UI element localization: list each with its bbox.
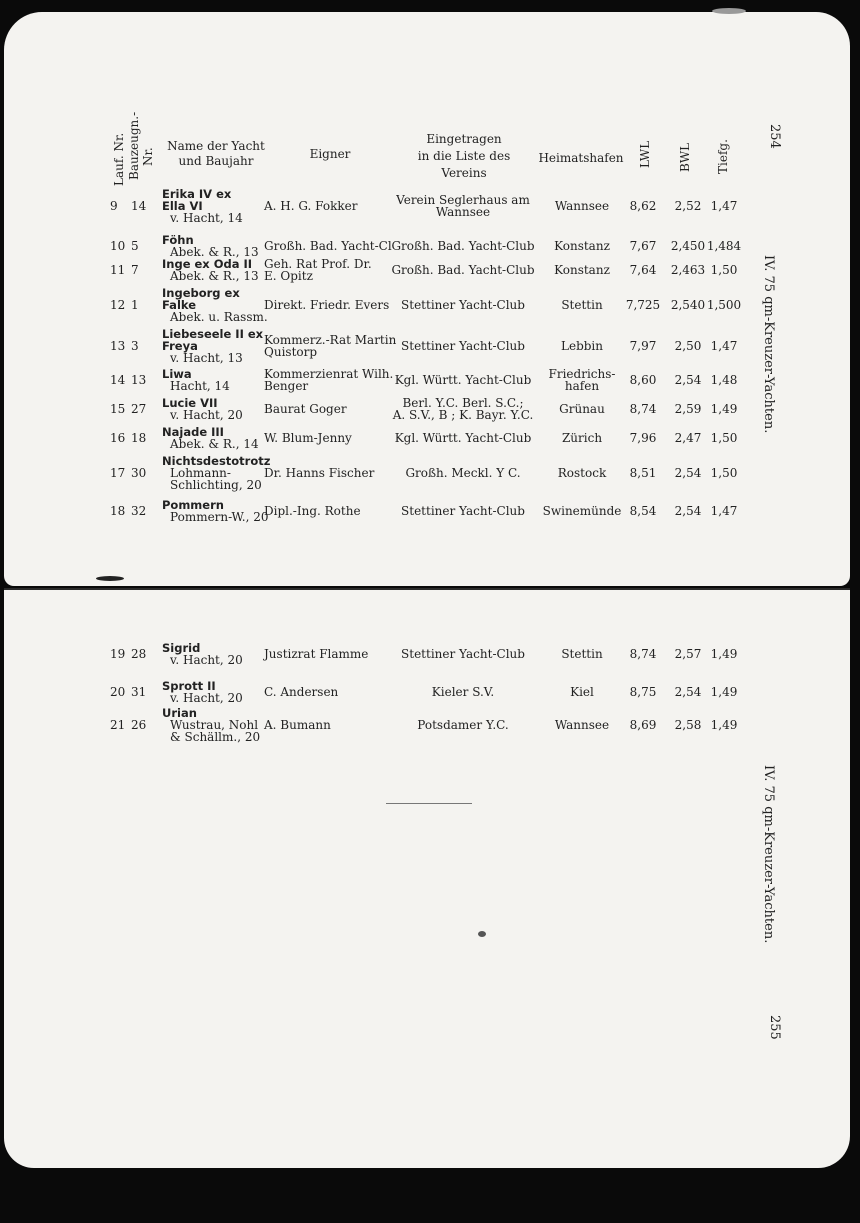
row-bauzeugn: 27 — [131, 402, 147, 416]
yacht-name: Erika IV ex — [162, 187, 232, 201]
row-nr: 20 — [110, 685, 126, 699]
row-bwl: 2,54 — [674, 466, 702, 480]
row-bwl: 2,54 — [674, 373, 702, 387]
row-heimatshafen: Stettin — [561, 647, 603, 661]
page-255 — [4, 588, 850, 1168]
row-heimatshafen: Kiel — [570, 685, 594, 699]
row-eigner: C. Andersen — [264, 685, 339, 699]
yacht-builder: Abek. u. Rassm. — [170, 310, 268, 324]
yacht-name: Nichtsdestotrotz — [162, 454, 271, 468]
row-bwl: 2,54 — [674, 504, 702, 518]
row-nr: 15 — [110, 402, 126, 416]
end-rule — [386, 803, 472, 804]
row-tiefg: 1,49 — [710, 402, 738, 416]
row-verein: Stettiner Yacht-Club — [401, 298, 525, 312]
ink-speck — [478, 931, 486, 937]
row-lwl: 8,62 — [629, 199, 657, 213]
yacht-name: Ingeborg ex — [162, 286, 240, 300]
yacht-builder: v. Hacht, 20 — [170, 691, 243, 705]
yacht-builder: Schlichting, 20 — [170, 478, 262, 492]
row-bwl: 2,54 — [674, 685, 702, 699]
row-bwl: 2,47 — [674, 431, 702, 445]
row-eigner: Justizrat Flamme — [264, 647, 369, 661]
row-eigner: Dr. Hanns Fischer — [264, 466, 375, 480]
row-lwl: 8,60 — [629, 373, 657, 387]
row-verein: A. S.V., B ; K. Bayr. Y.C. — [392, 408, 534, 422]
row-eigner: Großh. Bad. Yacht-Cl — [264, 239, 392, 253]
yacht-builder: v. Hacht, 13 — [170, 351, 243, 365]
row-tiefg: 1,49 — [710, 647, 738, 661]
yacht-name: Sprott II — [162, 679, 216, 693]
row-verein: Kgl. Württ. Yacht-Club — [394, 431, 532, 445]
row-lwl: 8,51 — [629, 466, 657, 480]
row-tiefg: 1,47 — [710, 199, 738, 213]
row-bwl: 2,50 — [674, 339, 702, 353]
row-bauzeugn: 18 — [131, 431, 147, 445]
row-verein: Großh. Meckl. Y C. — [405, 466, 521, 480]
row-lwl: 8,74 — [629, 402, 657, 416]
row-heimatshafen: Zürich — [561, 431, 603, 445]
page-number-255: 255 — [767, 1015, 782, 1040]
header-name: Name der Yacht — [167, 139, 265, 153]
row-bauzeugn: 14 — [131, 199, 147, 213]
row-heimatshafen: Grünau — [559, 402, 605, 416]
header-bauzeugn-nr: Nr. — [141, 147, 155, 166]
row-nr: 19 — [110, 647, 126, 661]
yacht-name: Föhn — [162, 233, 194, 247]
running-head-top: IV. 75 qm-Kreuzer-Yachten. — [761, 255, 776, 434]
row-tiefg: 1,48 — [710, 373, 738, 387]
yacht-builder: Abek. & R., 13 — [170, 269, 259, 283]
row-verein: Potsdamer Y.C. — [417, 718, 509, 732]
row-heimatshafen: Lebbin — [561, 339, 603, 353]
row-eigner: A. H. G. Fokker — [264, 199, 358, 213]
header-lauf-nr: Lauf. Nr. — [112, 132, 126, 186]
row-eigner: Kommerzienrat Wilh. — [264, 367, 394, 381]
yacht-name: Freya — [162, 339, 198, 353]
row-bwl: 2,540 — [670, 298, 706, 312]
row-lwl: 8,54 — [629, 504, 657, 518]
binding-mark — [712, 8, 746, 14]
header-bwl: BWL — [678, 142, 692, 172]
binding-mark — [96, 576, 124, 581]
row-eigner: Dipl.-Ing. Rothe — [264, 504, 361, 518]
header-verein-2: in die Liste des — [417, 149, 511, 163]
row-verein: Stettiner Yacht-Club — [401, 504, 525, 518]
yacht-builder: v. Hacht, 14 — [170, 211, 243, 225]
row-lwl: 7,725 — [625, 298, 661, 312]
yacht-name: Pommern — [162, 498, 224, 512]
header-tiefg: Tiefg. — [716, 139, 730, 174]
row-verein: Verein Seglerhaus am — [396, 193, 530, 207]
row-eigner: Benger — [264, 379, 309, 393]
yacht-name: Najade III — [162, 425, 224, 439]
row-bwl: 2,52 — [674, 199, 702, 213]
row-heimatshafen: hafen — [564, 379, 600, 393]
yacht-name: Sigrid — [162, 641, 201, 655]
row-nr: 17 — [110, 466, 126, 480]
header-bauzeugn: Bauzeugn.- — [127, 111, 141, 180]
yacht-builder: v. Hacht, 20 — [170, 653, 243, 667]
header-heimatshafen: Heimatshafen — [538, 151, 624, 165]
row-heimatshafen: Wannsee — [554, 718, 610, 732]
row-eigner: Quistorp — [264, 345, 318, 359]
row-verein: Stettiner Yacht-Club — [401, 647, 525, 661]
row-nr: 14 — [110, 373, 126, 387]
row-tiefg: 1,484 — [706, 239, 742, 253]
row-eigner: Baurat Goger — [264, 402, 347, 416]
row-lwl: 7,97 — [629, 339, 657, 353]
yacht-builder: Hacht, 14 — [170, 379, 230, 393]
yacht-name: Liebeseele II ex — [162, 327, 264, 341]
running-head-bottom: IV. 75 qm-Kreuzer-Yachten. — [761, 765, 776, 944]
row-eigner: W. Blum-Jenny — [264, 431, 352, 445]
yacht-builder: Wustrau, Nohl — [170, 718, 259, 732]
row-eigner: E. Opitz — [264, 269, 313, 283]
row-bauzeugn: 3 — [131, 339, 139, 353]
row-bwl: 2,59 — [674, 402, 702, 416]
row-tiefg: 1,500 — [706, 298, 742, 312]
row-lwl: 8,69 — [629, 718, 657, 732]
row-verein: Berl. Y.C. Berl. S.C.; — [402, 396, 524, 410]
yacht-name: Lucie VII — [162, 396, 218, 410]
row-tiefg: 1,49 — [710, 718, 738, 732]
yacht-name: Inge ex Oda II — [162, 257, 253, 271]
row-nr: 16 — [110, 431, 126, 445]
row-heimatshafen: Rostock — [557, 466, 607, 480]
header-eigner: Eigner — [309, 147, 351, 161]
row-bauzeugn: 28 — [131, 647, 147, 661]
page-number-254: 254 — [767, 124, 782, 149]
yacht-builder: Pommern-W., 20 — [170, 510, 269, 524]
row-tiefg: 1,50 — [710, 431, 738, 445]
row-heimatshafen: Wannsee — [554, 199, 610, 213]
row-lwl: 7,64 — [629, 263, 657, 277]
row-lwl: 7,96 — [629, 431, 657, 445]
row-verein: Wannsee — [435, 205, 491, 219]
row-heimatshafen: Konstanz — [554, 263, 610, 277]
row-heimatshafen: Swinemünde — [542, 504, 622, 518]
row-bauzeugn: 32 — [131, 504, 147, 518]
row-eigner: Direkt. Friedr. Evers — [264, 298, 390, 312]
row-tiefg: 1,47 — [710, 339, 738, 353]
header-baujahr: und Baujahr — [178, 154, 254, 168]
row-nr: 13 — [110, 339, 126, 353]
header-verein-1: Eingetragen — [426, 132, 502, 146]
header-verein-3: Vereins — [441, 166, 487, 180]
row-nr: 9 — [110, 199, 118, 213]
row-bwl: 2,58 — [674, 718, 702, 732]
row-bauzeugn: 30 — [131, 466, 147, 480]
row-eigner: A. Bumann — [264, 718, 331, 732]
row-lwl: 7,67 — [629, 239, 657, 253]
row-bwl: 2,450 — [670, 239, 706, 253]
yacht-name: Liwa — [162, 367, 192, 381]
row-nr: 21 — [110, 718, 126, 732]
row-eigner: Kommerz.-Rat Martin — [264, 333, 397, 347]
row-bwl: 2,57 — [674, 647, 702, 661]
row-lwl: 8,75 — [629, 685, 657, 699]
yacht-builder: v. Hacht, 20 — [170, 408, 243, 422]
row-nr: 18 — [110, 504, 126, 518]
yacht-name: Ella VI — [162, 199, 203, 213]
row-verein: Großh. Bad. Yacht-Club — [391, 263, 535, 277]
row-verein: Stettiner Yacht-Club — [401, 339, 525, 353]
row-bauzeugn: 7 — [131, 263, 139, 277]
row-bauzeugn: 1 — [131, 298, 139, 312]
yacht-builder: Abek. & R., 14 — [170, 437, 259, 451]
yacht-builder: Lohmann- — [170, 466, 231, 480]
row-tiefg: 1,50 — [710, 263, 738, 277]
yacht-builder: Abek. & R., 13 — [170, 245, 259, 259]
row-tiefg: 1,49 — [710, 685, 738, 699]
row-bauzeugn: 31 — [131, 685, 147, 699]
row-tiefg: 1,50 — [710, 466, 738, 480]
row-heimatshafen: Konstanz — [554, 239, 610, 253]
row-nr: 10 — [110, 239, 126, 253]
row-bauzeugn: 5 — [131, 239, 139, 253]
row-verein: Kgl. Württ. Yacht-Club — [394, 373, 532, 387]
row-verein: Großh. Bad. Yacht-Club — [391, 239, 535, 253]
row-eigner: Geh. Rat Prof. Dr. — [264, 257, 372, 271]
yacht-name: Falke — [162, 298, 197, 312]
yacht-name: Urian — [162, 706, 197, 720]
row-nr: 11 — [110, 263, 126, 277]
row-heimatshafen: Friedrichs- — [548, 367, 616, 381]
row-tiefg: 1,47 — [710, 504, 738, 518]
row-bwl: 2,463 — [670, 263, 706, 277]
row-verein: Kieler S.V. — [431, 685, 495, 699]
row-bauzeugn: 26 — [131, 718, 147, 732]
row-lwl: 8,74 — [629, 647, 657, 661]
header-lwl: LWL — [638, 140, 652, 168]
row-nr: 12 — [110, 298, 126, 312]
row-bauzeugn: 13 — [131, 373, 147, 387]
row-heimatshafen: Stettin — [561, 298, 603, 312]
yacht-builder: & Schällm., 20 — [170, 730, 261, 744]
